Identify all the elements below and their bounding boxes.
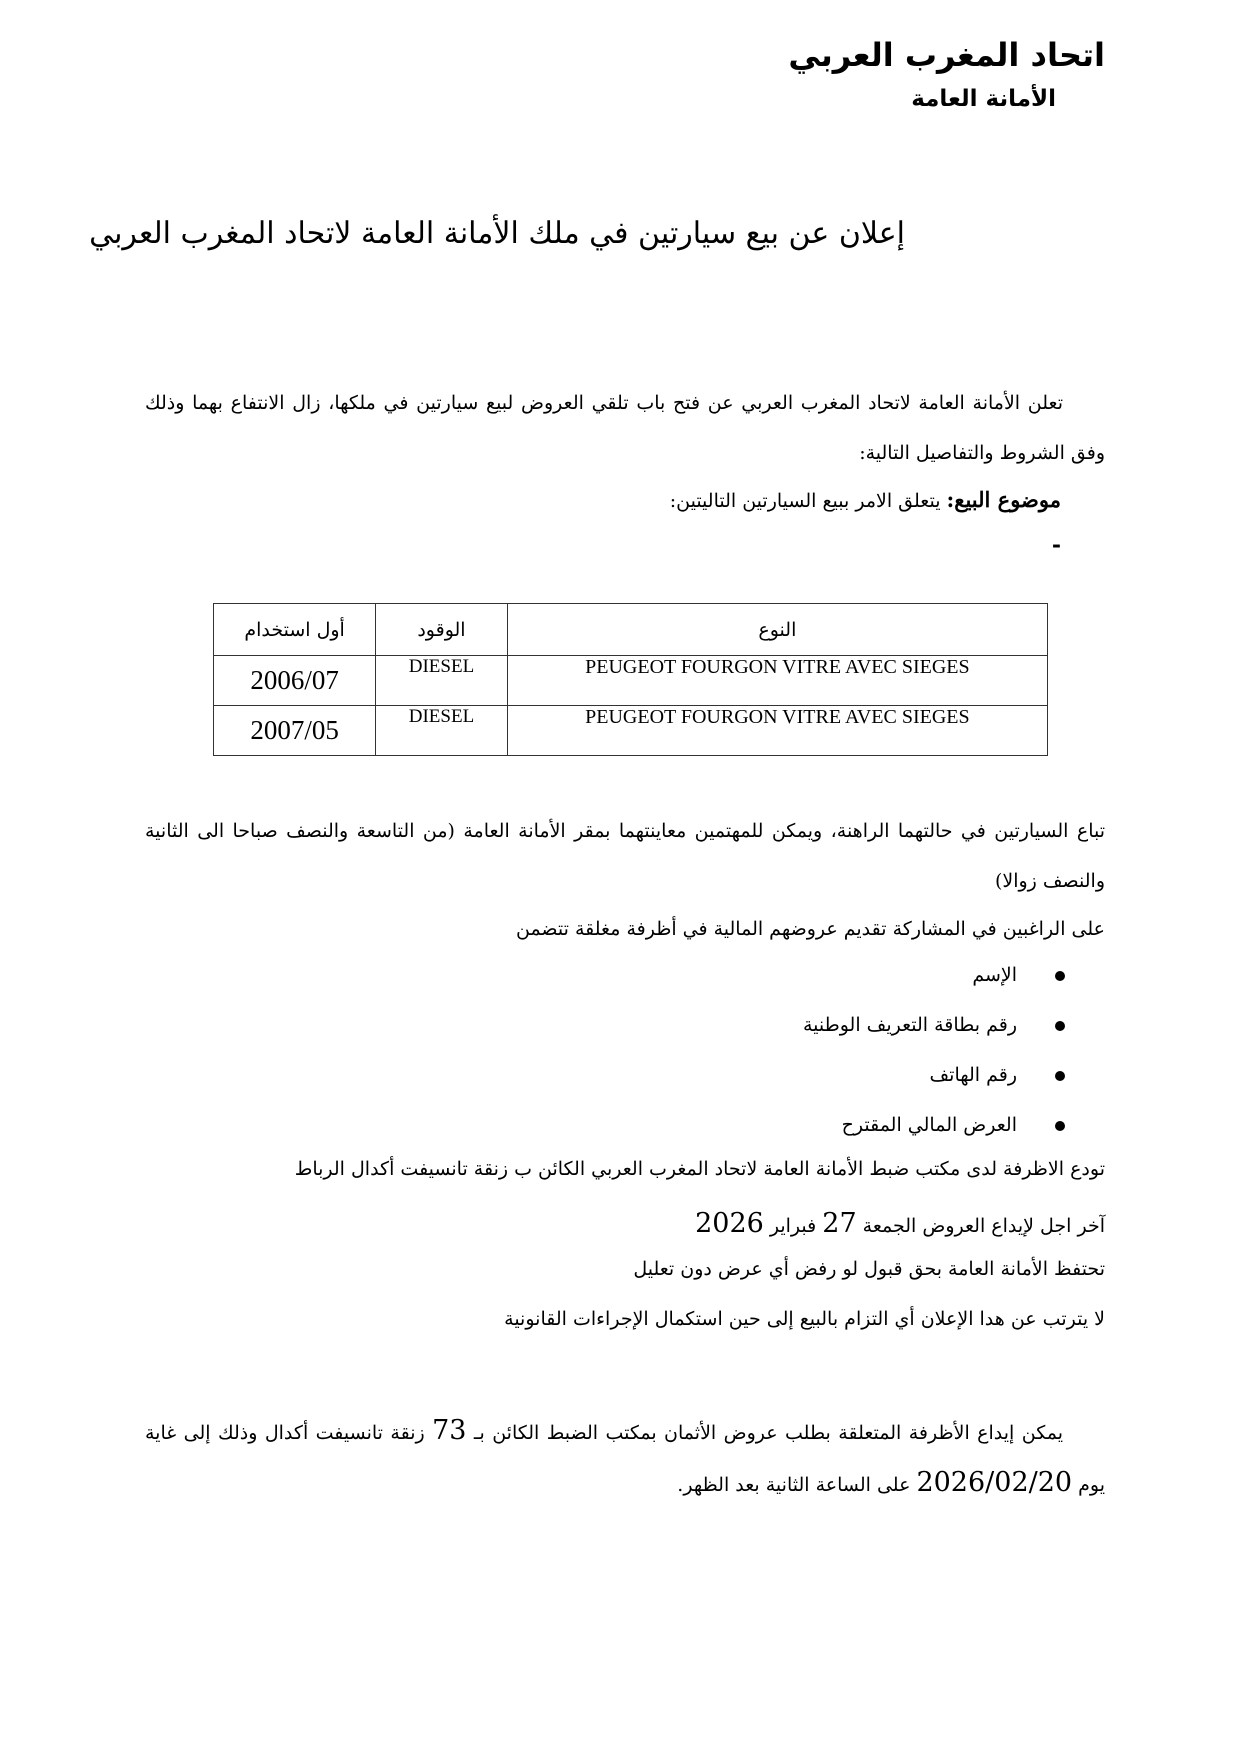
vehicles-table: [213, 603, 1048, 756]
sale-subject-text: يتعلق الامر ببيع السيارتين التاليتين:: [669, 490, 947, 512]
vehicle-fuel: DIESEL: [376, 656, 508, 706]
header-type: النوع: [507, 604, 1047, 656]
offer-requirements-list: [605, 950, 1105, 1150]
sale-subject-label: موضوع البيع:: [946, 487, 1061, 512]
vehicle-first-use: 2006/07: [214, 656, 376, 706]
deadline: [695, 1208, 1105, 1239]
vehicle-first-use: 2007/05: [214, 706, 376, 756]
deadline-month: فبراير: [763, 1215, 823, 1237]
bullet-icon: [1055, 971, 1065, 981]
list-dash: -: [1051, 532, 1061, 558]
deadline-prefix: آخر اجل لإيداع العروض الجمعة: [856, 1215, 1105, 1237]
bullet-icon: [1055, 1021, 1065, 1031]
vehicle-type: PEUGEOT FOURGON VITRE AVEC SIEGES: [507, 656, 1047, 706]
list-item-text: العرض المالي المقترح: [841, 1114, 1017, 1136]
vehicle-fuel: DIESEL: [376, 706, 508, 756]
street-number: 73: [432, 1415, 467, 1446]
reserve-right: تحتفظ الأمانة العامة بحق قبول لو رفض أي عرض دون تعليل: [633, 1258, 1105, 1280]
header-fuel: الوقود: [376, 604, 508, 656]
sale-subject: [670, 487, 1061, 512]
bullet-icon: [1055, 1071, 1065, 1081]
table-row: [214, 656, 1048, 706]
list-item: [605, 1000, 1105, 1050]
list-item: [605, 1050, 1105, 1100]
final-text-3: على الساعة الثانية بعد الظهر.: [677, 1474, 917, 1496]
table-row: [214, 706, 1048, 756]
intro-paragraph: تعلن الأمانة العامة لاتحاد المغرب العربي عن فتح باب تلقي العروض لبيع سيارتين في ملكها، زال الانتفاع بهما وذلك وفق الشروط والتفاصيل التالية:: [145, 392, 1105, 464]
final-paragraph: [145, 1406, 1105, 1510]
list-item-text: رقم بطاقة التعريف الوطنية: [802, 1014, 1017, 1036]
organization-name: اتحاد المغرب العربي: [788, 36, 1105, 74]
offers-intro: على الراغبين في المشاركة تقديم عروضهم المالية في أظرفة مغلقة تتضمن: [515, 918, 1105, 940]
sale-condition-paragraph: تباع السيارتين في حالتهما الراهنة، ويمكن للمهتمين معاينتهما بمقر الأمانة العامة (من التاسعة والنصف صباحا الى الثانية والنصف زوالا): [145, 820, 1105, 892]
list-item-text: الإسم: [972, 964, 1017, 986]
organization-department: الأمانة العامة: [911, 86, 1056, 112]
final-text-1: يمكن إيداع الأظرفة المتعلقة بطلب عروض الأثمان بمكتب الضبط الكائن بـ: [466, 1422, 1063, 1444]
final-text-2: زنقة تانسيفت أكدال وذلك إلى غاية يوم: [145, 1422, 1105, 1496]
deadline-day: 27: [822, 1208, 857, 1239]
list-item: [605, 950, 1105, 1000]
deposit-location: تودع الاظرفة لدى مكتب ضبط الأمانة العامة لاتحاد المغرب العربي الكائن ب زنقة تانسيفت أكدال الرباط: [294, 1158, 1105, 1180]
final-date: 2026/02/20: [916, 1467, 1073, 1498]
vehicle-type: PEUGEOT FOURGON VITRE AVEC SIEGES: [507, 706, 1047, 756]
announcement-title: إعلان عن بيع سيارتين في ملك الأمانة العامة لاتحاد المغرب العربي: [89, 216, 905, 251]
bullet-icon: [1055, 1121, 1065, 1131]
deadline-year: 2026: [695, 1208, 764, 1239]
table-header-row: [214, 604, 1048, 656]
header-first-use: أول استخدام: [214, 604, 376, 656]
list-item: [605, 1100, 1105, 1150]
list-item-text: رقم الهاتف: [929, 1064, 1017, 1086]
no-obligation: لا يترتب عن هدا الإعلان أي التزام بالبيع إلى حين استكمال الإجراءات القانونية: [504, 1308, 1105, 1330]
